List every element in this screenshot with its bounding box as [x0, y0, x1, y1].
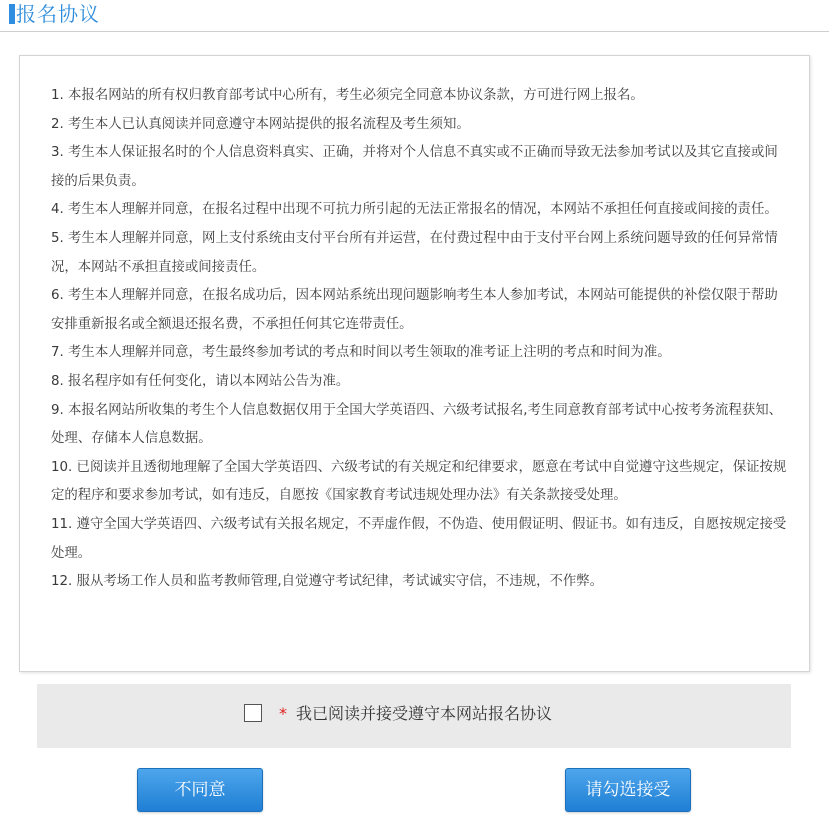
agreement-item: 7. 考生本人理解并同意，考生最终参加考试的考点和时间以考生领取的准考证上注明的考点和时间为准。	[51, 345, 671, 361]
agreement-item: 5. 考生本人理解并同意，网上支付系统由支付平台所有并运营，在付费过程中由于支付平台网上系统问题导致的任何异常情况，本网站不承担直接或间接责任。	[51, 230, 778, 275]
agreement-box[interactable]	[19, 55, 810, 672]
page-title: 报名协议	[16, 2, 100, 26]
agreement-item: 2. 考生本人已认真阅读并同意遵守本网站提供的报名流程及考生须知。	[51, 116, 470, 132]
title-accent-bar	[9, 4, 15, 24]
agreement-item: 12. 服从考场工作人员和监考教师管理,自觉遵守考试纪律，考试诚实守信，不违规，不作弊。	[51, 574, 604, 590]
agreement-item: 1. 本报名网站的所有权归教育部考试中心所有，考生必须完全同意本协议条款，方可进行网上报名。	[51, 88, 644, 103]
agreement-confirm-area	[37, 684, 791, 748]
required-mark: *	[279, 704, 287, 723]
agreement-item: 8. 报名程序如有任何变化，请以本网站公告为准。	[51, 373, 350, 389]
agreement-item: 9. 本报名网站所收集的考生个人信息数据仅用于全国大学英语四、六级考试报名,考生同意教育部考试中心按考务流程获知、处理、存储本人信息数据。	[51, 402, 782, 447]
agree-checkbox-label[interactable]: 我已阅读并接受遵守本网站报名协议	[296, 704, 553, 723]
agreement-item: 10. 已阅读并且透彻地理解了全国大学英语四、六级考试的有关规定和纪律要求，愿意在考试中自觉遵守这些规定，保证按规定的程序和要求参加考试，如有违反，自愿按《国家教育考试违规处理办法》有关条款接受处理。	[51, 459, 787, 504]
disagree-button[interactable]: 不同意	[137, 768, 263, 812]
agreement-item: 11. 遵守全国大学英语四、六级考试有关报名规定，不弄虚作假，不伪造、使用假证明、假证书。如有违反，自愿按规定接受处理。	[51, 516, 787, 561]
agreement-item: 3. 考生本人保证报名时的个人信息资料真实、正确，并将对个人信息不真实或不正确而导致无法参加考试以及其它直接或间接的后果负责。	[51, 145, 778, 189]
agreement-item: 6. 考生本人理解并同意，在报名成功后，因本网站系统出现问题影响考生本人参加考试，本网站可能提供的补偿仅限于帮助安排重新报名或全额退还报名费，不承担任何其它连带责任。	[51, 288, 778, 332]
agree-checkbox[interactable]	[244, 704, 262, 722]
agreement-content	[51, 82, 791, 597]
page-header	[0, 0, 829, 32]
accept-button[interactable]: 请勾选接受	[565, 768, 691, 812]
agreement-item: 4. 考生本人理解并同意，在报名过程中出现不可抗力所引起的无法正常报名的情况，本网站不承担任何直接或间接的责任。	[51, 202, 778, 218]
